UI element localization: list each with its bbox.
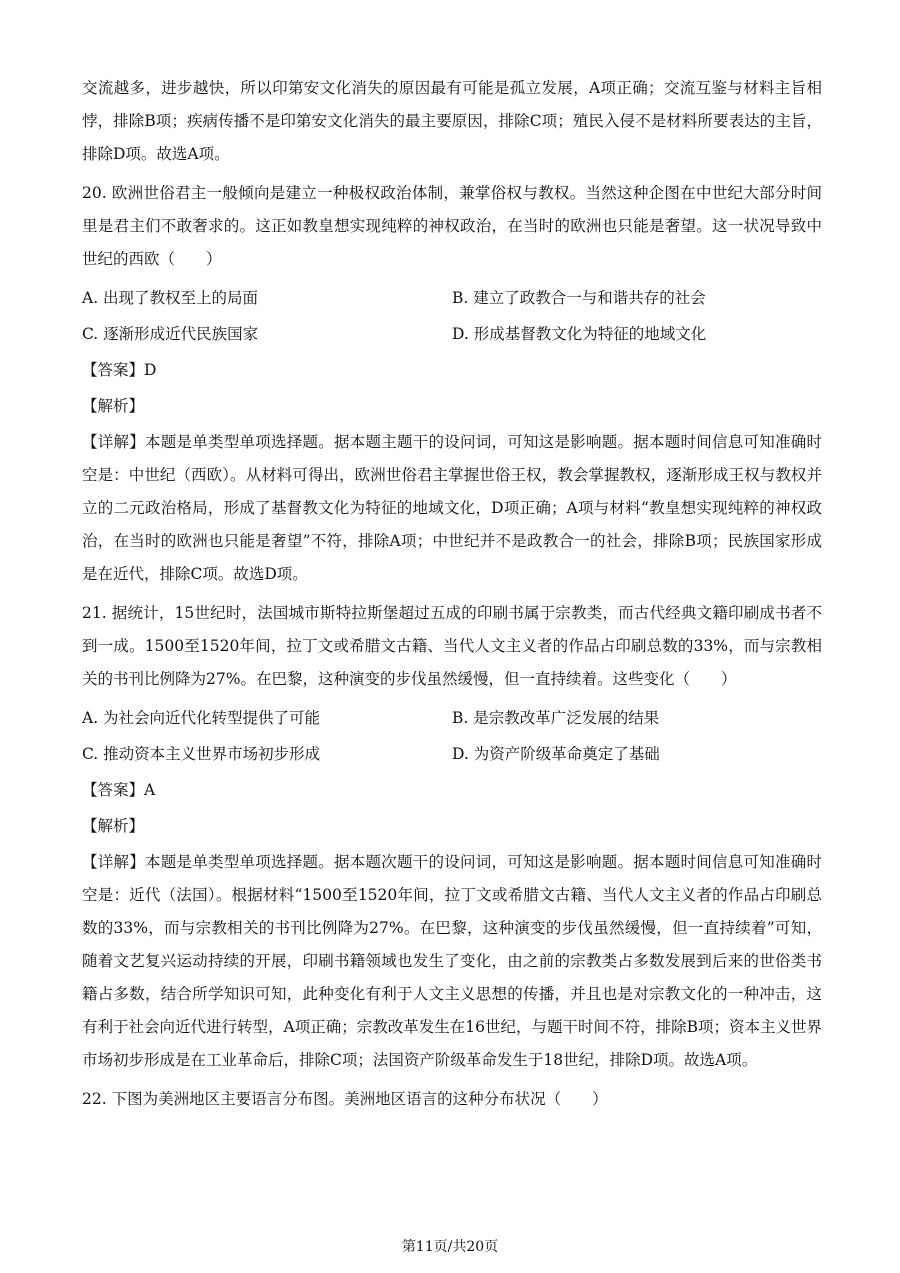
- options-row: [82, 738, 822, 774]
- option-a: A. 为社会向近代化转型提供了可能: [82, 709, 321, 727]
- option-b: B. 建立了政教合一与和谐共存的社会: [452, 289, 706, 307]
- options-row: [82, 282, 822, 318]
- options-row: [82, 318, 822, 354]
- option-b: B. 是宗教改革广泛发展的结果: [452, 709, 660, 727]
- options-row: [82, 702, 822, 738]
- option-c: C. 逐渐形成近代民族国家: [82, 325, 259, 343]
- answer: 【答案】D: [82, 361, 157, 379]
- question-21: [82, 597, 822, 1077]
- question-22-stem: 22. 下图为美洲地区主要语言分布图。美洲地区语言的这种分布状况（ ）: [82, 1090, 608, 1108]
- detailed-explanation: 【详解】本题是单类型单项选择题。据本题主题干的设问词，可知这是影响题。据本题时间信息可知准确时空是：中世纪（西欧）。从材料可得出，欧洲世俗君主掌握世俗王权，教会掌握教权，逐渐形成王权与教权并立的二元政治格局，形成了基督教文化为特征的地域文化，D项正确；A项与材料“教皇想实现纯粹的神权政治，在当时的欧洲也只能是奢望”不符，排除A项；中世纪并不是政教合一的社会，排除B项；民族国家形成是在近代，排除C项。故选D项。: [82, 433, 822, 583]
- option-a: A. 出现了教权至上的局面: [82, 289, 259, 307]
- question-stem: 20. 欧洲世俗君主一般倾向是建立一种极权政治体制，兼掌俗权与教权。当然这种企图在中世纪大部分时间里是君主们不敢奢求的。这正如教皇想实现纯粹的神权政治，在当时的欧洲也只能是奢望。这一状况导致中世纪的西欧（ ）: [82, 184, 822, 268]
- detailed-explanation: 【详解】本题是单类型单项选择题。据本题次题干的设问词，可知这是影响题。据本题时间信息可知准确时空是：近代（法国）。根据材料“1500至1520年间，拉丁文或希腊文古籍、当代人文主义者的作品占印刷总数的33%，而与宗教相关的书刊比例降为27%。在巴黎，这种演变的步伐虽然缓慢，但一直持续着”可知，随着文艺复兴运动持续的开展，印刷书籍领域也发生了变化，由之前的宗教类占多数发展到后来的世俗类书籍占多数，结合所学知识可知，此种变化有利于人文主义思想的传播，并且也是对宗教文化的一种冲击，这有利于社会向近代进行转型，A项正确；宗教改革发生在16世纪，与题干时间不符，排除B项；资本主义世界市场初步形成是在工业革命后，排除C项；法国资产阶级革命发生于18世纪，排除D项。故选A项。: [82, 853, 822, 1069]
- option-d: D. 为资产阶级革命奠定了基础: [452, 745, 660, 763]
- question-20: [82, 177, 822, 591]
- previous-question-explanation: 交流越多，进步越快，所以印第安文化消失的原因最有可能是孤立发展，A项正确；交流互鉴与材料主旨相悖，排除B项；疾病传播不是印第安文化消失的最主要原因，排除C项；殖民入侵不是材料所要表达的主旨，排除D项。故选A项。: [82, 79, 822, 163]
- answer: 【答案】A: [82, 781, 156, 799]
- analysis-label: 【解析】: [82, 397, 145, 415]
- option-c: C. 推动资本主义世界市场初步形成: [82, 745, 321, 763]
- analysis-label: 【解析】: [82, 817, 145, 835]
- document-page: [82, 72, 822, 1122]
- question-stem: 21. 据统计，15世纪时，法国城市斯特拉斯堡超过五成的印刷书属于宗教类，而古代经典文籍印刷成书者不到一成。1500至1520年间，拉丁文或希腊文古籍、当代人文主义者的作品占印刷总数的33%，而与宗教相关的书刊比例降为27%。在巴黎，这种演变的步伐虽然缓慢，但一直持续着。这些变化（ ）: [82, 604, 822, 688]
- page-number: 第11页/共20页: [401, 1239, 499, 1255]
- option-d: D. 形成基督教文化为特征的地域文化: [452, 325, 707, 343]
